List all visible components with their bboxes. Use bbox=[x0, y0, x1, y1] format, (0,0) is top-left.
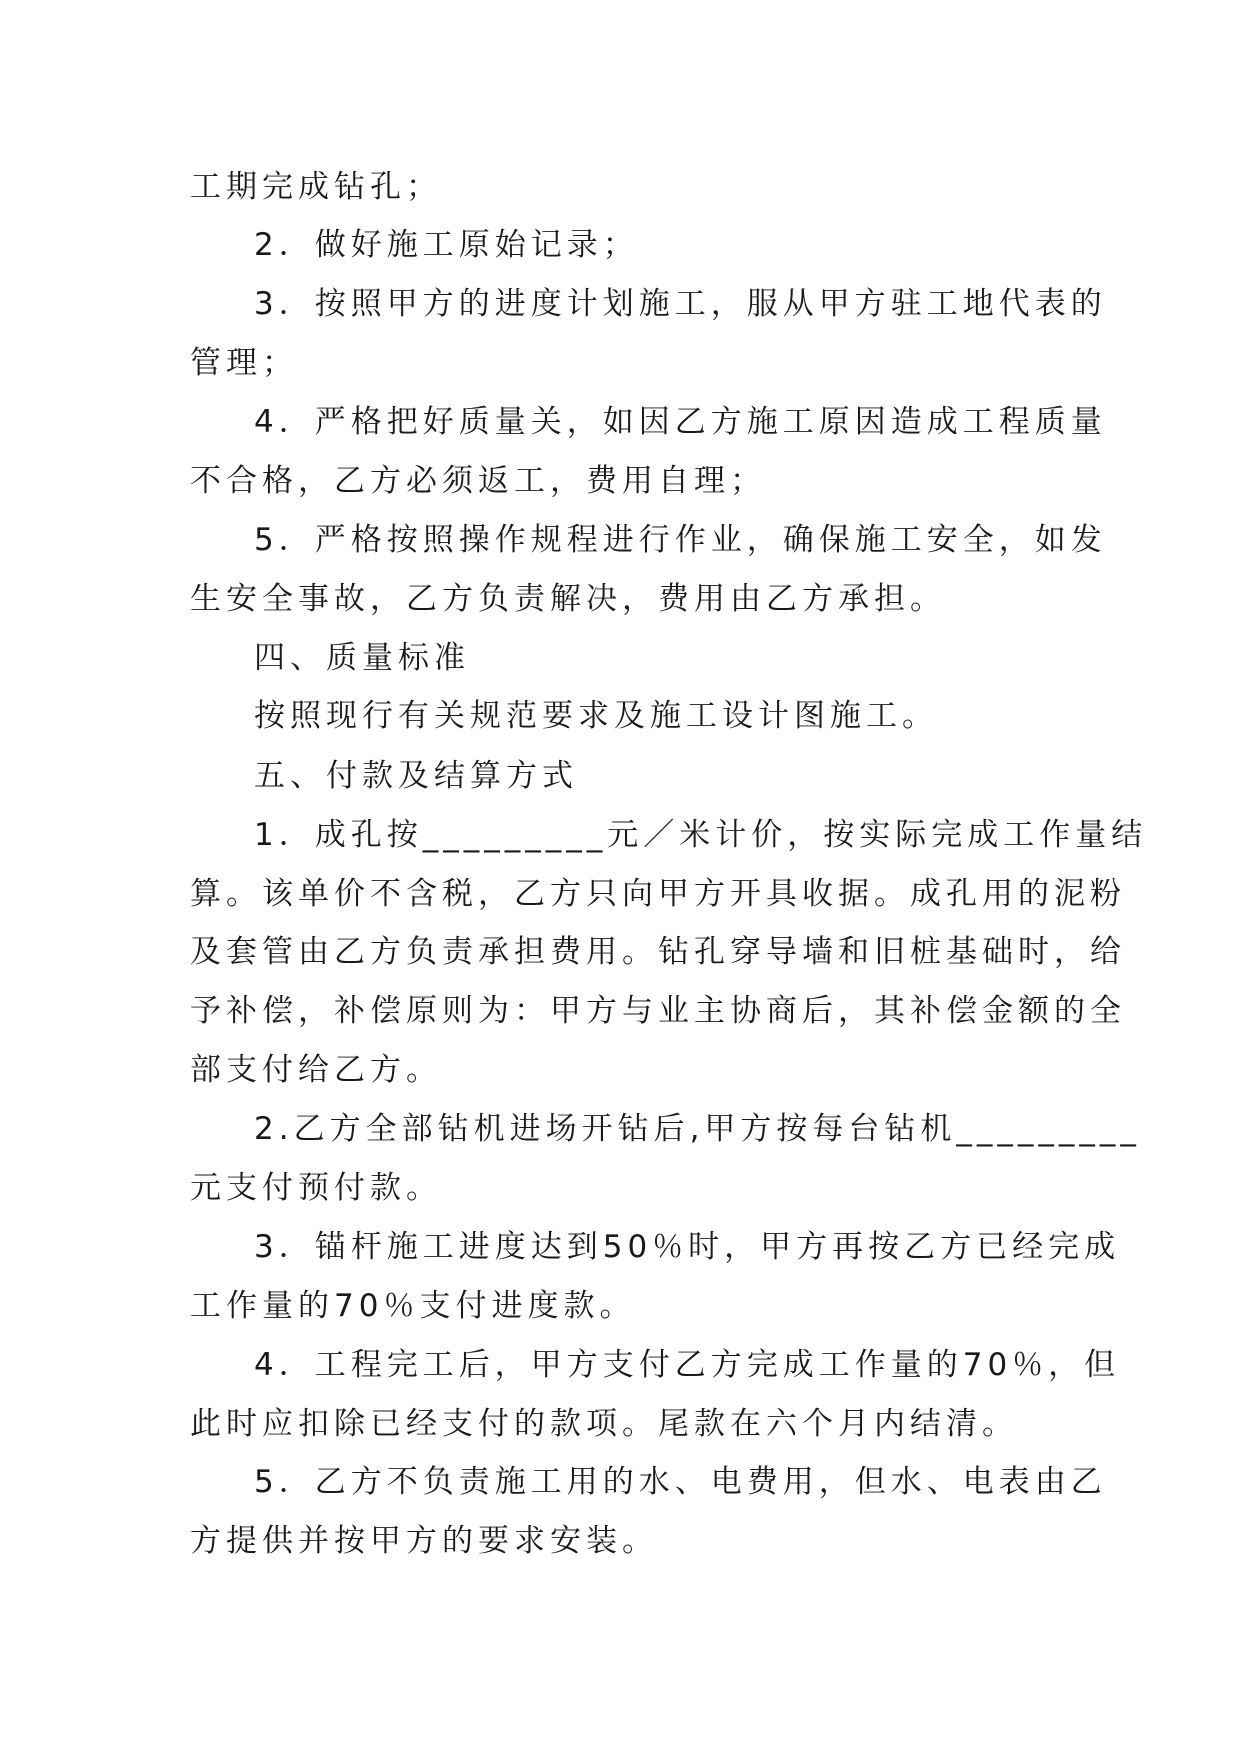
text-line: 此时应扣除已经支付的款项。尾款在六个月内结清。 bbox=[190, 1406, 1018, 1442]
text-line: 3．锚杆施工进度达到50％时，甲方再按乙方已经完成 bbox=[254, 1229, 1121, 1265]
text-line: 及套管由乙方负责承担费用。钻孔穿导墙和旧桩基础时，给 bbox=[190, 934, 1126, 970]
text-line: 方提供并按甲方的要求安装。 bbox=[190, 1523, 658, 1559]
text-line: 2．做好施工原始记录； bbox=[254, 227, 639, 263]
text-line: 工期完成钻孔； bbox=[190, 169, 442, 205]
text-line: 5．乙方不负责施工用的水、电费用，但水、电表由乙 bbox=[254, 1464, 1107, 1500]
text-line: 5．严格按照操作规程进行作业，确保施工安全，如发 bbox=[254, 522, 1107, 558]
section-heading: 五、付款及结算方式 bbox=[254, 758, 578, 794]
text-line: 管理； bbox=[190, 345, 298, 381]
text-line: 3．按照甲方的进度计划施工，服从甲方驻工地代表的 bbox=[254, 286, 1107, 322]
text-line: 元支付预付款。 bbox=[190, 1170, 442, 1206]
text-line: 算。该单价不含税，乙方只向甲方开具收据。成孔用的泥粉 bbox=[190, 876, 1126, 912]
text-line: 工作量的70％支付进度款。 bbox=[190, 1288, 636, 1324]
text-line: 4．严格把好质量关，如因乙方施工原因造成工程质量 bbox=[254, 404, 1107, 440]
text-line: 4．工程完工后，甲方支付乙方完成工作量的70％，但 bbox=[254, 1347, 1121, 1383]
text-line: 2.乙方全部钻机进场开钻后,甲方按每台钻机_________ bbox=[254, 1111, 1141, 1147]
text-line: 生安全事故，乙方负责解决，费用由乙方承担。 bbox=[190, 581, 946, 617]
section-heading: 四、质量标准 bbox=[254, 640, 470, 676]
text-line: 1．成孔按_________元／米计价，按实际完成工作量结 bbox=[254, 817, 1148, 853]
text-line: 予补偿，补偿原则为：甲方与业主协商后，其补偿金额的全 bbox=[190, 993, 1126, 1029]
text-line: 按照现行有关规范要求及施工设计图施工。 bbox=[254, 698, 938, 734]
text-line: 部支付给乙方。 bbox=[190, 1052, 442, 1088]
text-line: 不合格，乙方必须返工，费用自理； bbox=[190, 463, 766, 499]
